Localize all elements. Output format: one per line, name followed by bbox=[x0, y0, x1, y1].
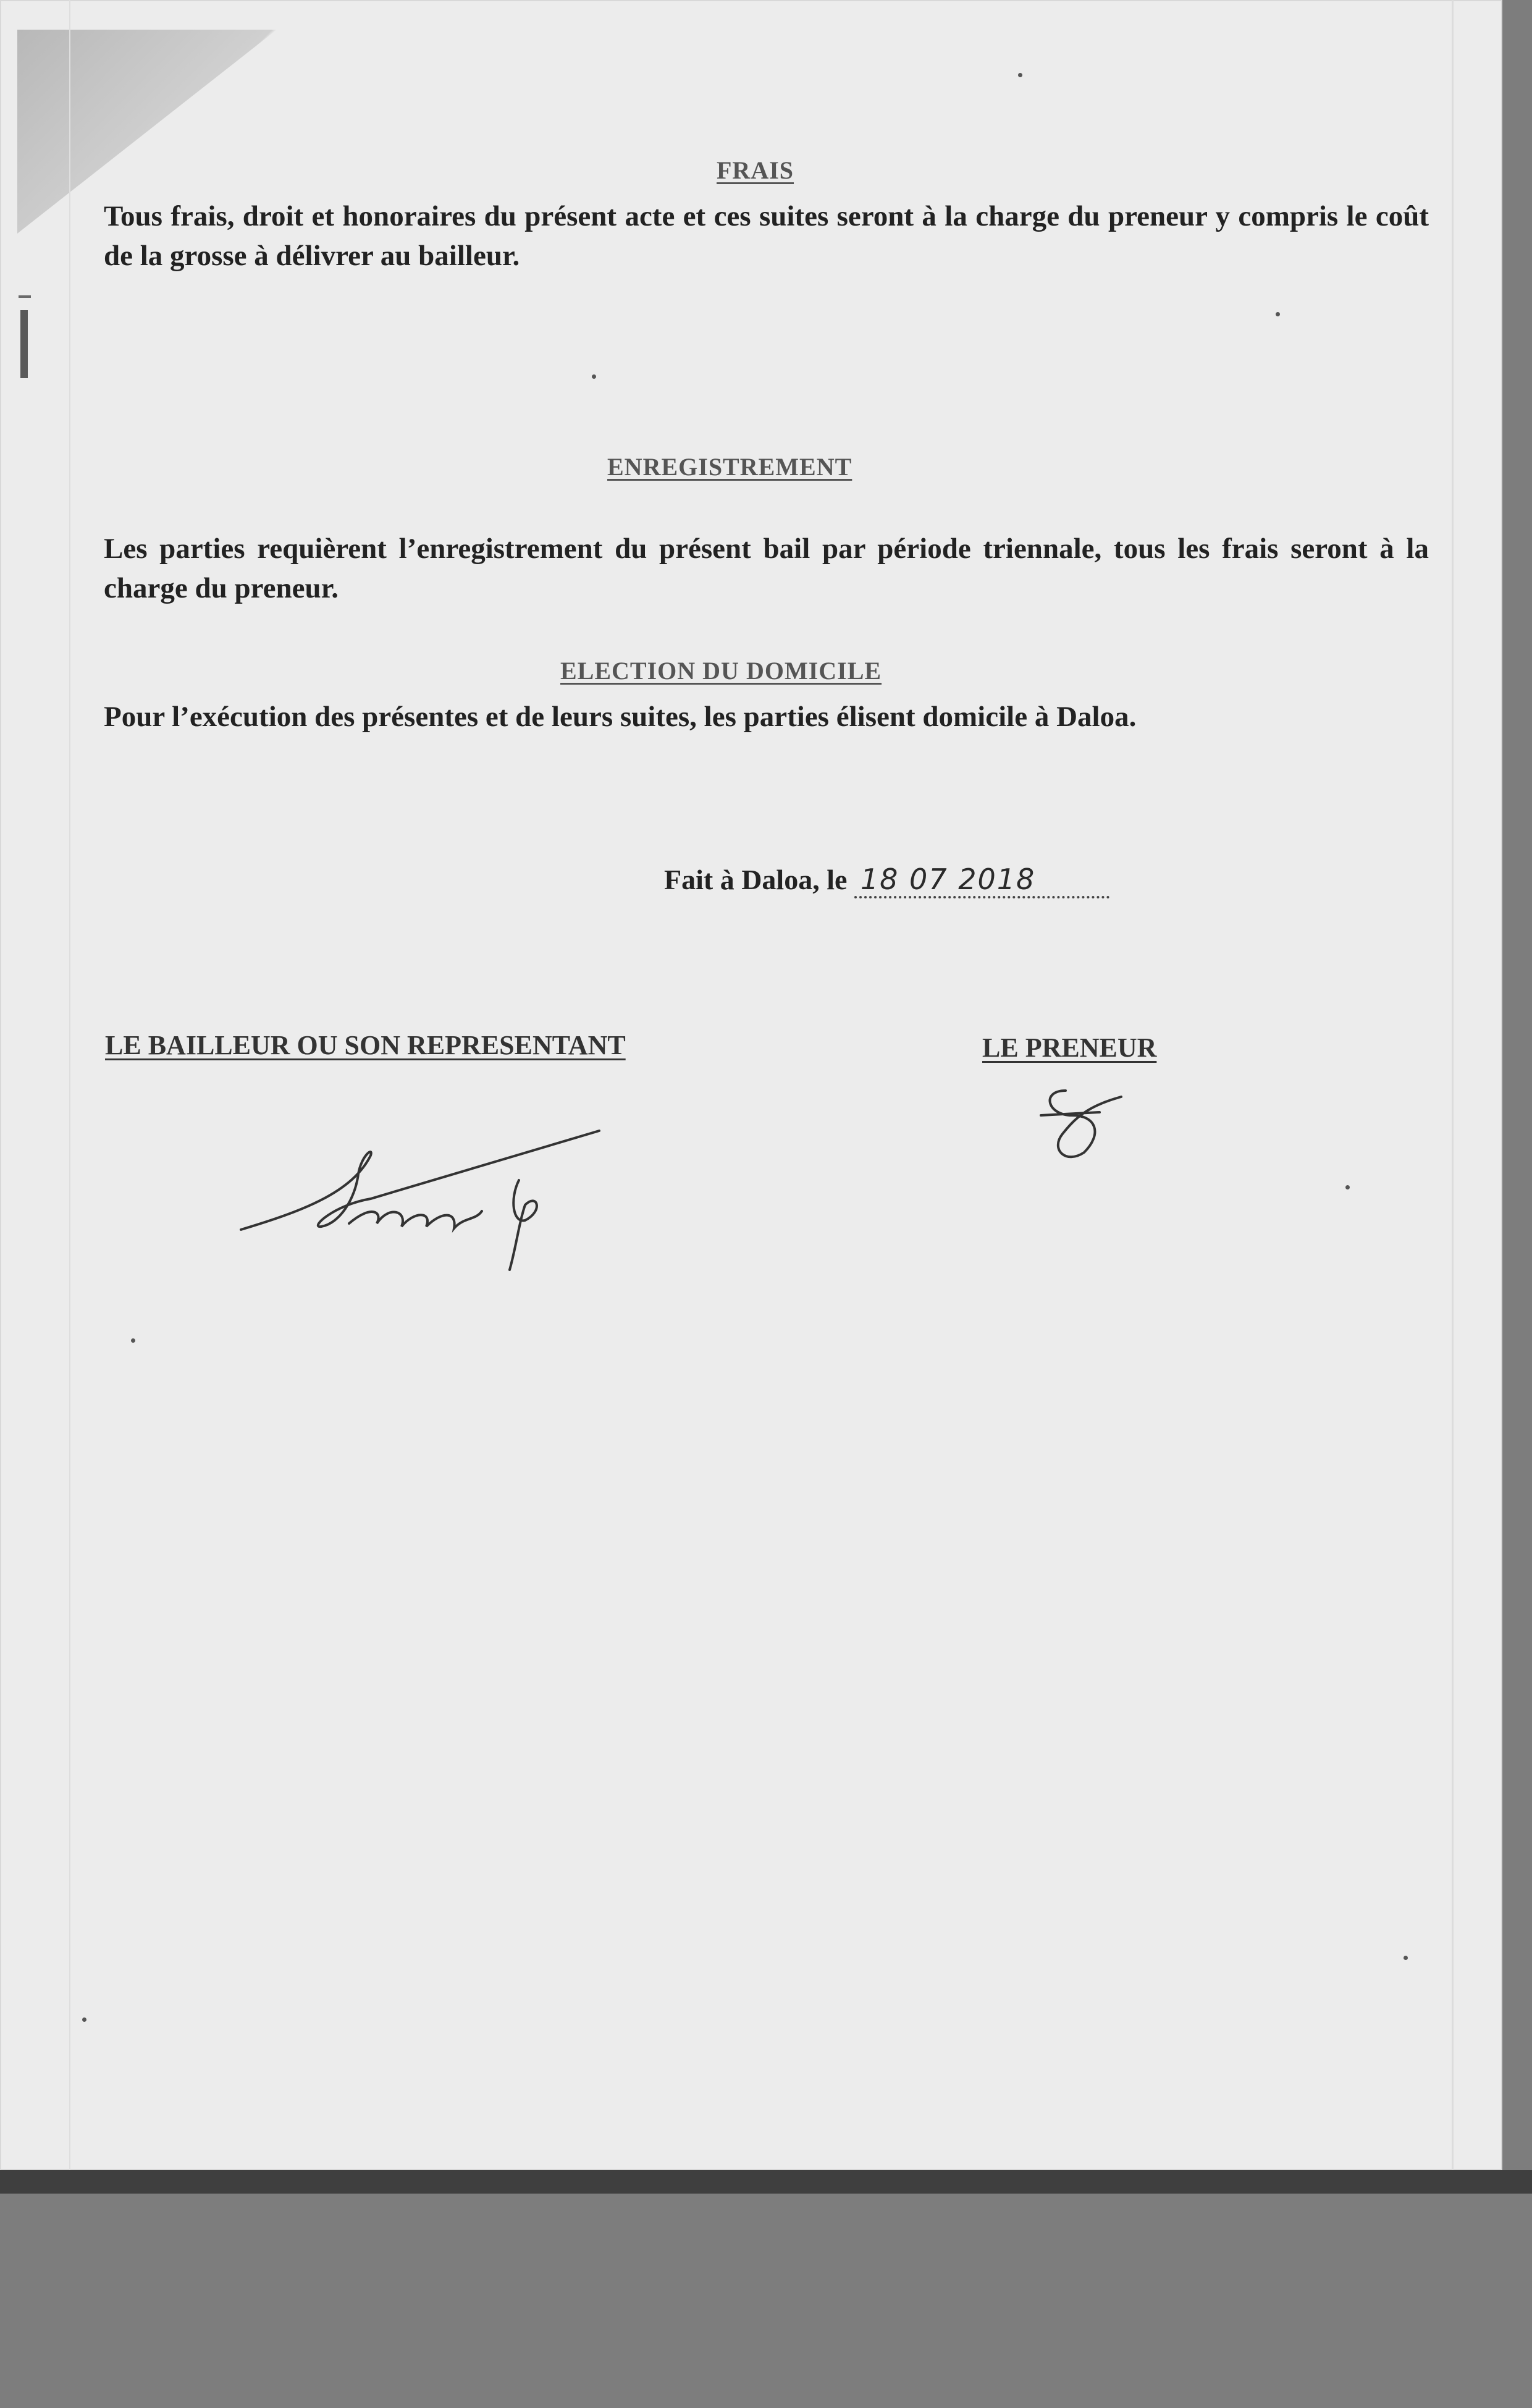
handwritten-date: 18 07 2018 bbox=[854, 863, 1109, 898]
scan-edge-band bbox=[0, 2170, 1532, 2194]
scan-speck bbox=[592, 374, 596, 379]
page-crease bbox=[1452, 0, 1454, 2170]
section-body-enregistrement: Les parties requièrent l’enregistrement du présent bail par période triennale, tous les frais seront à la charge du preneur. bbox=[104, 533, 1429, 604]
scan-speck bbox=[1345, 1185, 1350, 1189]
place-label: Fait à Daloa, le bbox=[664, 864, 848, 895]
scan-mark bbox=[20, 310, 28, 378]
scan-speck bbox=[1018, 73, 1022, 77]
bailleur-label: LE BAILLEUR OU SON REPRESENTANT bbox=[105, 1030, 626, 1060]
preneur-initial-signature bbox=[1029, 1078, 1127, 1165]
place-and-date-line bbox=[664, 863, 1109, 896]
scan-speck bbox=[1404, 1956, 1408, 1960]
section-body-election: Pour l’exécution des présentes et de leurs suites, les parties élisent domicile à Daloa. bbox=[104, 701, 1137, 733]
scan-speck bbox=[1276, 312, 1280, 316]
scan-speck bbox=[82, 2017, 86, 2022]
section-body-frais: Tous frais, droit et honoraires du présent acte et ces suites seront à la charge du preneur y compris le coût de la grosse à délivrer au bailleur. bbox=[104, 200, 1429, 272]
scan-speck bbox=[131, 1338, 135, 1343]
scan-mark bbox=[19, 295, 31, 298]
bailleur-signature bbox=[229, 1118, 624, 1279]
page-crease bbox=[69, 0, 70, 2170]
section-heading-election: ELECTION DU DOMICILE bbox=[560, 657, 882, 685]
section-heading-enregistrement: ENREGISTREMENT bbox=[607, 453, 852, 481]
preneur-label: LE PRENEUR bbox=[982, 1033, 1157, 1063]
section-heading-frais: FRAIS bbox=[717, 156, 794, 184]
